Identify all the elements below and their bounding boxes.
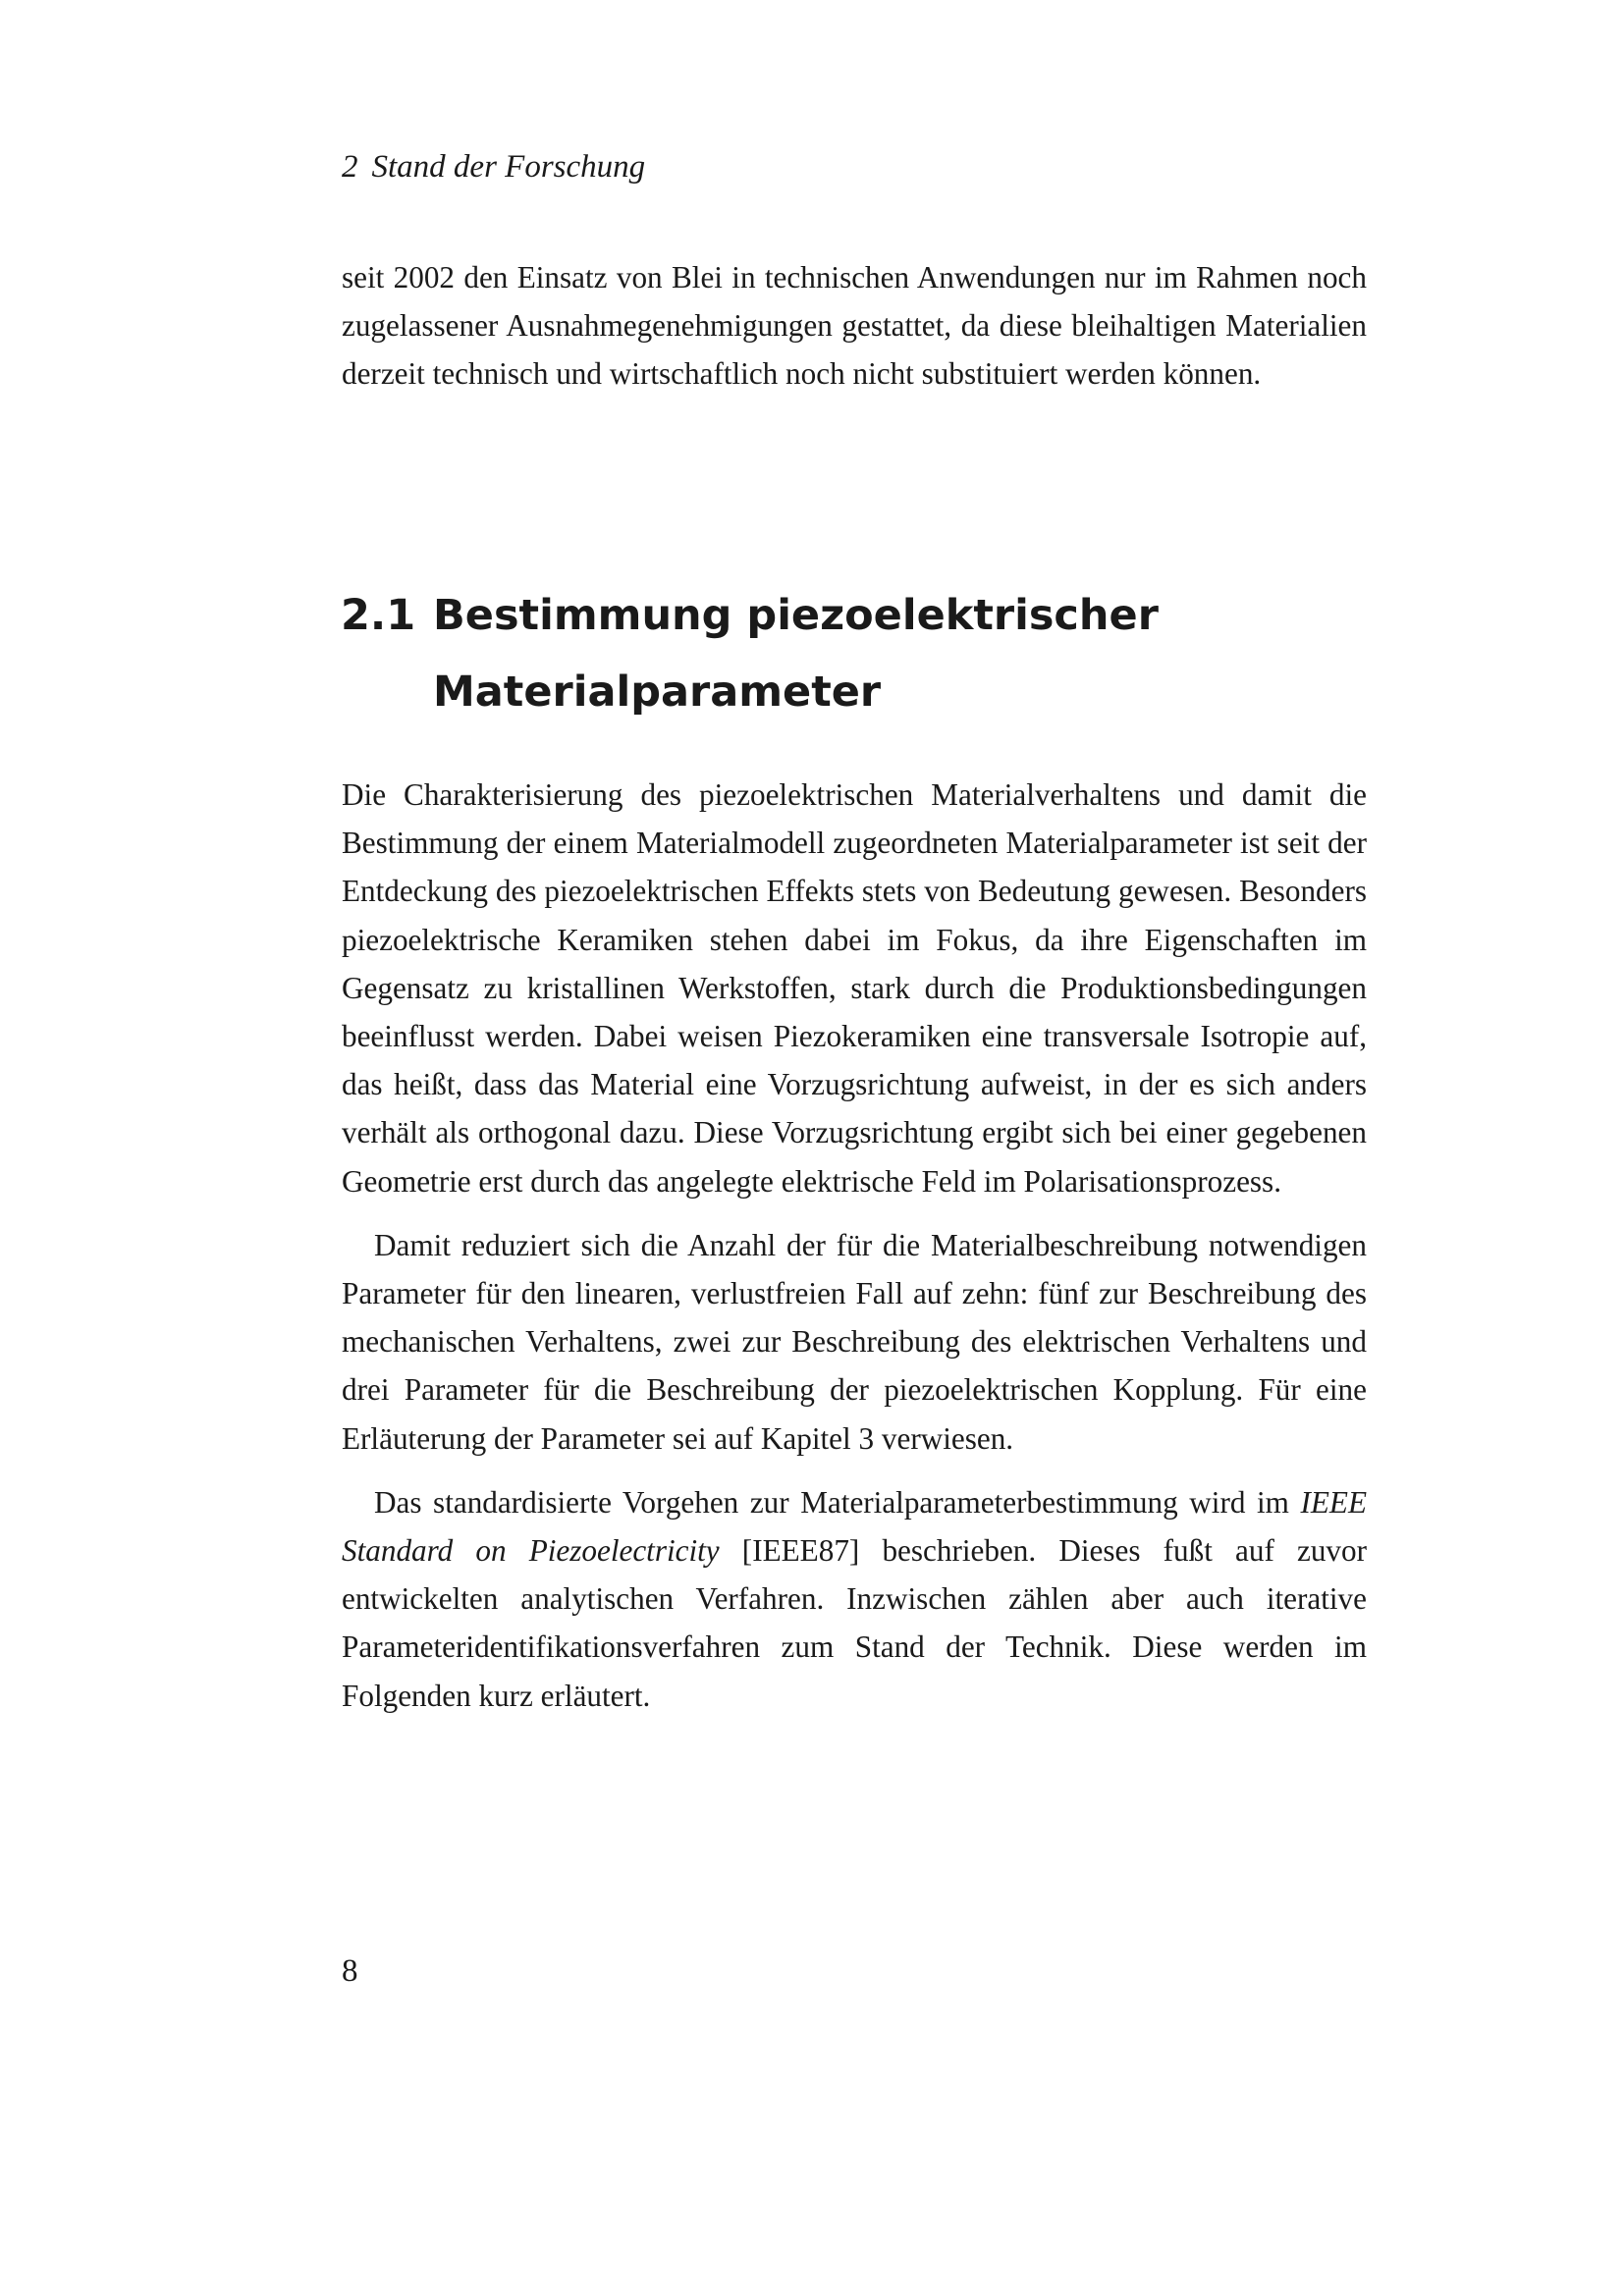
ieee-standard-title: IEEE Standard on Piezoelectricity [342,1484,1367,1569]
chapter-title: Stand der Forschung [371,149,646,185]
paragraph-ieee-text-start: Das standardisierte Vorgehen zur Materialparameterbestimmung wird im [374,1484,1301,1520]
section-body [342,771,1367,1720]
running-header [342,147,645,187]
paragraph-ieee-text-end: [IEEE87] beschrieben. Dieses fußt auf zuvor entwickelten analytischen Verfahren. Inzwischen zählen aber auch iterative Parameteridentifikationsverfahren zum Stand der Technik. Diese werden im Folgenden kurz erläutert. [342,1533,1367,1713]
section-title-line2: Materialparameter [433,667,882,717]
chapter-number: 2 [342,149,358,185]
paragraph-parameters: Damit reduziert sich die Anzahl der für die Materialbeschreibung notwendigen Parameter für den linearen, verlustfreien Fall auf zehn: fünf zur Beschreibung des mechanischen Verhaltens, zwei zur Beschreibung des elektrischen Verhaltens und drei Parameter für die Beschreibung der piezoelektrischen Kopplung. Für eine Erläuterung der Parameter sei auf Kapitel 3 verwiesen. [342,1227,1367,1456]
intro-paragraph: seit 2002 den Einsatz von Blei in technischen Anwendungen nur im Rahmen noch zugelassener Ausnahmegenehmigungen gestattet, da diese bleihaltigen Materialien derzeit technisch und wirtschaftlich noch nicht substituiert werden können. [342,260,1367,392]
intro-text-block [342,253,1367,399]
page-number: 8 [342,1953,358,1989]
section-number: 2.1 [341,591,416,640]
paragraph-characterization: Die Charakterisierung des piezoelektrischen Materialverhaltens und damit die Bestimmung der einem Materialmodell zugeordneten Materialparameter ist seit der Entdeckung des piezoelektrischen Effekts stets von Bedeutung gewesen. Besonders piezoelektrische Keramiken stehen dabei im Fokus, da ihre Eigenschaften im Gegensatz zu kristallinen Werkstoffen, stark durch die Produktionsbedingungen beeinflusst werden. Dabei weisen Piezokeramiken eine transversale Isotropie auf, das heißt, dass das Material eine Vorzugsrichtung aufweist, in der es sich anders verhält als orthogonal dazu. Diese Vorzugsrichtung ergibt sich bei einer gegebenen Geometrie erst durch das angelegte elektrische Feld im Polarisationsprozess. [342,777,1367,1199]
section-title-line1: Bestimmung piezoelektrischer [433,591,1159,640]
paragraph-ieee-standard [342,1478,1367,1720]
section-heading [341,577,1372,730]
